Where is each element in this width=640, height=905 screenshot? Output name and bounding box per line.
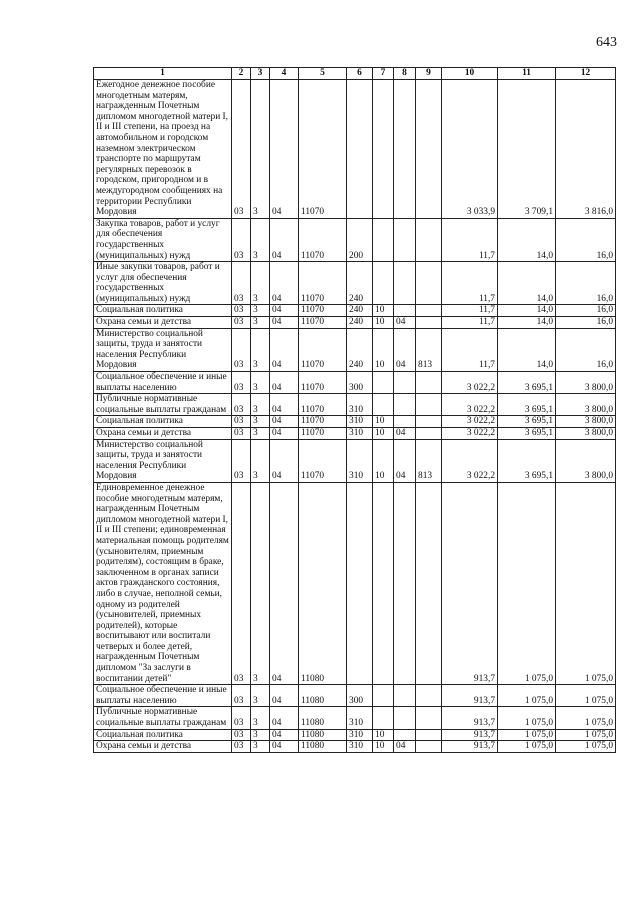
value-cell: 03: [232, 317, 251, 329]
row-name-cell: Охрана семьи и детства: [94, 428, 232, 440]
value-cell: 3 800,0: [556, 372, 616, 394]
value-cell: 1 075,0: [498, 729, 556, 741]
value-cell: 10: [373, 317, 394, 329]
value-cell: 14,0: [498, 317, 556, 329]
value-cell: 913,7: [442, 482, 498, 684]
value-cell: 03: [232, 741, 251, 753]
page-number: 643: [596, 35, 617, 50]
header-row: [94, 68, 616, 80]
value-cell: [416, 394, 442, 416]
value-cell: 3: [251, 394, 270, 416]
value-cell: 913,7: [442, 685, 498, 707]
value-cell: 04: [270, 439, 299, 482]
value-cell: 3 800,0: [556, 394, 616, 416]
value-cell: 03: [232, 262, 251, 305]
value-cell: [394, 707, 416, 729]
value-cell: 11070: [299, 218, 347, 261]
value-cell: [373, 685, 394, 707]
value-cell: 240: [347, 317, 373, 329]
value-cell: 03: [232, 428, 251, 440]
value-cell: 11,7: [442, 328, 498, 371]
value-cell: 3 709,1: [498, 80, 556, 219]
value-cell: 04: [394, 328, 416, 371]
column-header: 9: [416, 68, 442, 80]
row-name-cell: Публичные нормативные социальные выплаты гражданам: [94, 394, 232, 416]
value-cell: 11070: [299, 428, 347, 440]
value-cell: 913,7: [442, 729, 498, 741]
value-cell: 11080: [299, 707, 347, 729]
value-cell: 11070: [299, 416, 347, 428]
value-cell: 3 022,2: [442, 439, 498, 482]
value-cell: 14,0: [498, 262, 556, 305]
value-cell: 913,7: [442, 741, 498, 753]
value-cell: [416, 685, 442, 707]
value-cell: 11070: [299, 80, 347, 219]
value-cell: 03: [232, 439, 251, 482]
value-cell: 10: [373, 328, 394, 371]
value-cell: 10: [373, 439, 394, 482]
value-cell: 11080: [299, 685, 347, 707]
row-name-cell: Закупка товаров, работ и услуг для обеспечения государственных (муниципальных) нужд: [94, 218, 232, 261]
value-cell: 03: [232, 372, 251, 394]
value-cell: 3: [251, 80, 270, 219]
value-cell: 11,7: [442, 262, 498, 305]
value-cell: 1 075,0: [556, 741, 616, 753]
value-cell: 11070: [299, 262, 347, 305]
value-cell: 04: [270, 328, 299, 371]
value-cell: 3 022,2: [442, 394, 498, 416]
value-cell: 3: [251, 482, 270, 684]
value-cell: 11080: [299, 729, 347, 741]
value-cell: 04: [270, 428, 299, 440]
value-cell: [416, 428, 442, 440]
value-cell: 04: [394, 741, 416, 753]
value-cell: 16,0: [556, 317, 616, 329]
value-cell: 10: [373, 729, 394, 741]
value-cell: 03: [232, 394, 251, 416]
value-cell: 14,0: [498, 218, 556, 261]
value-cell: [394, 218, 416, 261]
value-cell: 11,7: [442, 305, 498, 317]
value-cell: 3 695,1: [498, 416, 556, 428]
value-cell: [373, 394, 394, 416]
column-header: 7: [373, 68, 394, 80]
value-cell: 3 022,2: [442, 428, 498, 440]
table-row: [94, 707, 616, 729]
value-cell: [394, 685, 416, 707]
table-row: [94, 416, 616, 428]
table-body: [94, 80, 616, 753]
row-name-cell: Министерство социальной защиты, труда и занятости населения Республики Мордовия: [94, 328, 232, 371]
row-name-cell: Охрана семьи и детства: [94, 741, 232, 753]
value-cell: 3: [251, 707, 270, 729]
value-cell: [416, 729, 442, 741]
table-row: [94, 394, 616, 416]
value-cell: 3: [251, 729, 270, 741]
column-header: 11: [498, 68, 556, 80]
value-cell: 3 022,2: [442, 372, 498, 394]
value-cell: 3: [251, 439, 270, 482]
value-cell: 3 695,1: [498, 428, 556, 440]
row-name-cell: Публичные нормативные социальные выплаты гражданам: [94, 707, 232, 729]
value-cell: [416, 372, 442, 394]
row-name-cell: Социальное обеспечение и иные выплаты населению: [94, 685, 232, 707]
value-cell: 04: [394, 428, 416, 440]
value-cell: 14,0: [498, 305, 556, 317]
value-cell: 11070: [299, 328, 347, 371]
value-cell: 1 075,0: [498, 741, 556, 753]
value-cell: [373, 218, 394, 261]
value-cell: 03: [232, 707, 251, 729]
column-header: 10: [442, 68, 498, 80]
value-cell: 04: [270, 317, 299, 329]
value-cell: 11,7: [442, 218, 498, 261]
table-row: [94, 482, 616, 684]
value-cell: 3 695,1: [498, 439, 556, 482]
value-cell: 04: [270, 482, 299, 684]
row-name-cell: Иные закупки товаров, работ и услуг для обеспечения государственных (муниципальных) нужд: [94, 262, 232, 305]
value-cell: 16,0: [556, 328, 616, 371]
value-cell: 1 075,0: [498, 685, 556, 707]
value-cell: 200: [347, 218, 373, 261]
value-cell: [394, 262, 416, 305]
value-cell: [373, 482, 394, 684]
value-cell: 913,7: [442, 707, 498, 729]
table-row: [94, 80, 616, 219]
value-cell: [394, 394, 416, 416]
value-cell: 10: [373, 305, 394, 317]
row-name-cell: Социальная политика: [94, 729, 232, 741]
value-cell: 10: [373, 741, 394, 753]
value-cell: 240: [347, 305, 373, 317]
table-row: [94, 317, 616, 329]
value-cell: 04: [270, 218, 299, 261]
value-cell: 03: [232, 416, 251, 428]
value-cell: 11070: [299, 439, 347, 482]
column-header: 6: [347, 68, 373, 80]
table-row: [94, 218, 616, 261]
value-cell: [394, 729, 416, 741]
value-cell: 1 075,0: [556, 707, 616, 729]
column-header: 2: [232, 68, 251, 80]
column-header: 8: [394, 68, 416, 80]
value-cell: 11,7: [442, 317, 498, 329]
value-cell: 04: [394, 317, 416, 329]
value-cell: [373, 707, 394, 729]
value-cell: [416, 416, 442, 428]
value-cell: 03: [232, 328, 251, 371]
value-cell: [394, 482, 416, 684]
value-cell: [416, 305, 442, 317]
value-cell: 03: [232, 685, 251, 707]
row-name-cell: Единовременное денежное пособие многодетным матерям, награжденным Почетным дипломом многодетной матери I, II и III степени; единовременная материальная помощь родителям (усыновителям, приемным родителям), состоящим в браке, заключенном в органах записи актов гражданского состояния, либо в случае, неполной семьи, одному из родителей (усыновителей, приемных родителей), которые воспитывают или воспитали четверых и более детей, награжденным Почетным дипломом "За заслуги в воспитании детей": [94, 482, 232, 684]
value-cell: [416, 218, 442, 261]
value-cell: 3 033,9: [442, 80, 498, 219]
value-cell: [373, 262, 394, 305]
value-cell: 813: [416, 328, 442, 371]
value-cell: 310: [347, 416, 373, 428]
value-cell: 3 800,0: [556, 439, 616, 482]
budget-table: [93, 67, 616, 753]
value-cell: 04: [270, 305, 299, 317]
value-cell: 3: [251, 372, 270, 394]
value-cell: 1 075,0: [498, 482, 556, 684]
table-row: [94, 741, 616, 753]
value-cell: 3: [251, 428, 270, 440]
value-cell: 1 075,0: [556, 685, 616, 707]
value-cell: 04: [270, 707, 299, 729]
value-cell: 03: [232, 218, 251, 261]
row-name-cell: Социальная политика: [94, 305, 232, 317]
value-cell: 310: [347, 428, 373, 440]
table-row: [94, 685, 616, 707]
value-cell: 240: [347, 328, 373, 371]
value-cell: 1 075,0: [556, 729, 616, 741]
value-cell: 3: [251, 741, 270, 753]
value-cell: [394, 372, 416, 394]
value-cell: 14,0: [498, 328, 556, 371]
value-cell: 3 800,0: [556, 428, 616, 440]
table-row: [94, 372, 616, 394]
row-name-cell: Социальное обеспечение и иные выплаты населению: [94, 372, 232, 394]
value-cell: 3: [251, 262, 270, 305]
value-cell: 300: [347, 685, 373, 707]
value-cell: 04: [394, 439, 416, 482]
value-cell: 3: [251, 305, 270, 317]
value-cell: 310: [347, 741, 373, 753]
value-cell: 03: [232, 305, 251, 317]
row-name-cell: Социальная политика: [94, 416, 232, 428]
value-cell: 1 075,0: [498, 707, 556, 729]
row-name-cell: Ежегодное денежное пособие многодетным матерям, награжденным Почетным дипломом многодетной матери I, II и III степени, на проезд на автомобильном и городском наземном электрическом транспорте по маршрутам регулярных перевозок в городском, пригородном и в междугородном сообщениях на территории Республики Мордовия: [94, 80, 232, 219]
column-header: 12: [556, 68, 616, 80]
value-cell: 04: [270, 372, 299, 394]
value-cell: [347, 482, 373, 684]
value-cell: [416, 317, 442, 329]
table-row: [94, 439, 616, 482]
column-header: 1: [94, 68, 232, 80]
value-cell: 3 816,0: [556, 80, 616, 219]
value-cell: 11070: [299, 317, 347, 329]
value-cell: 300: [347, 372, 373, 394]
value-cell: 03: [232, 729, 251, 741]
row-name-cell: Министерство социальной защиты, труда и занятости населения Республики Мордовия: [94, 439, 232, 482]
value-cell: 3 695,1: [498, 372, 556, 394]
value-cell: 3: [251, 218, 270, 261]
value-cell: [394, 416, 416, 428]
value-cell: 3: [251, 685, 270, 707]
value-cell: 11070: [299, 372, 347, 394]
table-row: [94, 262, 616, 305]
value-cell: 04: [270, 80, 299, 219]
value-cell: [394, 305, 416, 317]
value-cell: 3: [251, 317, 270, 329]
value-cell: 11080: [299, 741, 347, 753]
value-cell: 03: [232, 80, 251, 219]
value-cell: 310: [347, 394, 373, 416]
value-cell: 04: [270, 685, 299, 707]
value-cell: 04: [270, 729, 299, 741]
value-cell: [373, 372, 394, 394]
value-cell: [416, 80, 442, 219]
value-cell: 04: [270, 741, 299, 753]
value-cell: 310: [347, 729, 373, 741]
value-cell: 11080: [299, 482, 347, 684]
column-header: 5: [299, 68, 347, 80]
row-name-cell: Охрана семьи и детства: [94, 317, 232, 329]
value-cell: 310: [347, 439, 373, 482]
value-cell: 10: [373, 416, 394, 428]
value-cell: 04: [270, 262, 299, 305]
value-cell: 3 695,1: [498, 394, 556, 416]
column-header: 4: [270, 68, 299, 80]
value-cell: 16,0: [556, 218, 616, 261]
value-cell: [394, 80, 416, 219]
value-cell: 3 800,0: [556, 416, 616, 428]
value-cell: 3: [251, 328, 270, 371]
value-cell: 310: [347, 707, 373, 729]
table-row: [94, 729, 616, 741]
value-cell: [416, 482, 442, 684]
value-cell: [347, 80, 373, 219]
value-cell: 240: [347, 262, 373, 305]
value-cell: 813: [416, 439, 442, 482]
value-cell: 03: [232, 482, 251, 684]
value-cell: 11070: [299, 305, 347, 317]
value-cell: 04: [270, 394, 299, 416]
value-cell: 1 075,0: [556, 482, 616, 684]
value-cell: 3 022,2: [442, 416, 498, 428]
table-row: [94, 305, 616, 317]
value-cell: 11070: [299, 394, 347, 416]
value-cell: 04: [270, 416, 299, 428]
value-cell: 3: [251, 416, 270, 428]
value-cell: 10: [373, 428, 394, 440]
column-header: 3: [251, 68, 270, 80]
table-row: [94, 428, 616, 440]
value-cell: [416, 707, 442, 729]
table-row: [94, 328, 616, 371]
value-cell: 16,0: [556, 305, 616, 317]
value-cell: [416, 741, 442, 753]
value-cell: [373, 80, 394, 219]
value-cell: 16,0: [556, 262, 616, 305]
value-cell: [416, 262, 442, 305]
